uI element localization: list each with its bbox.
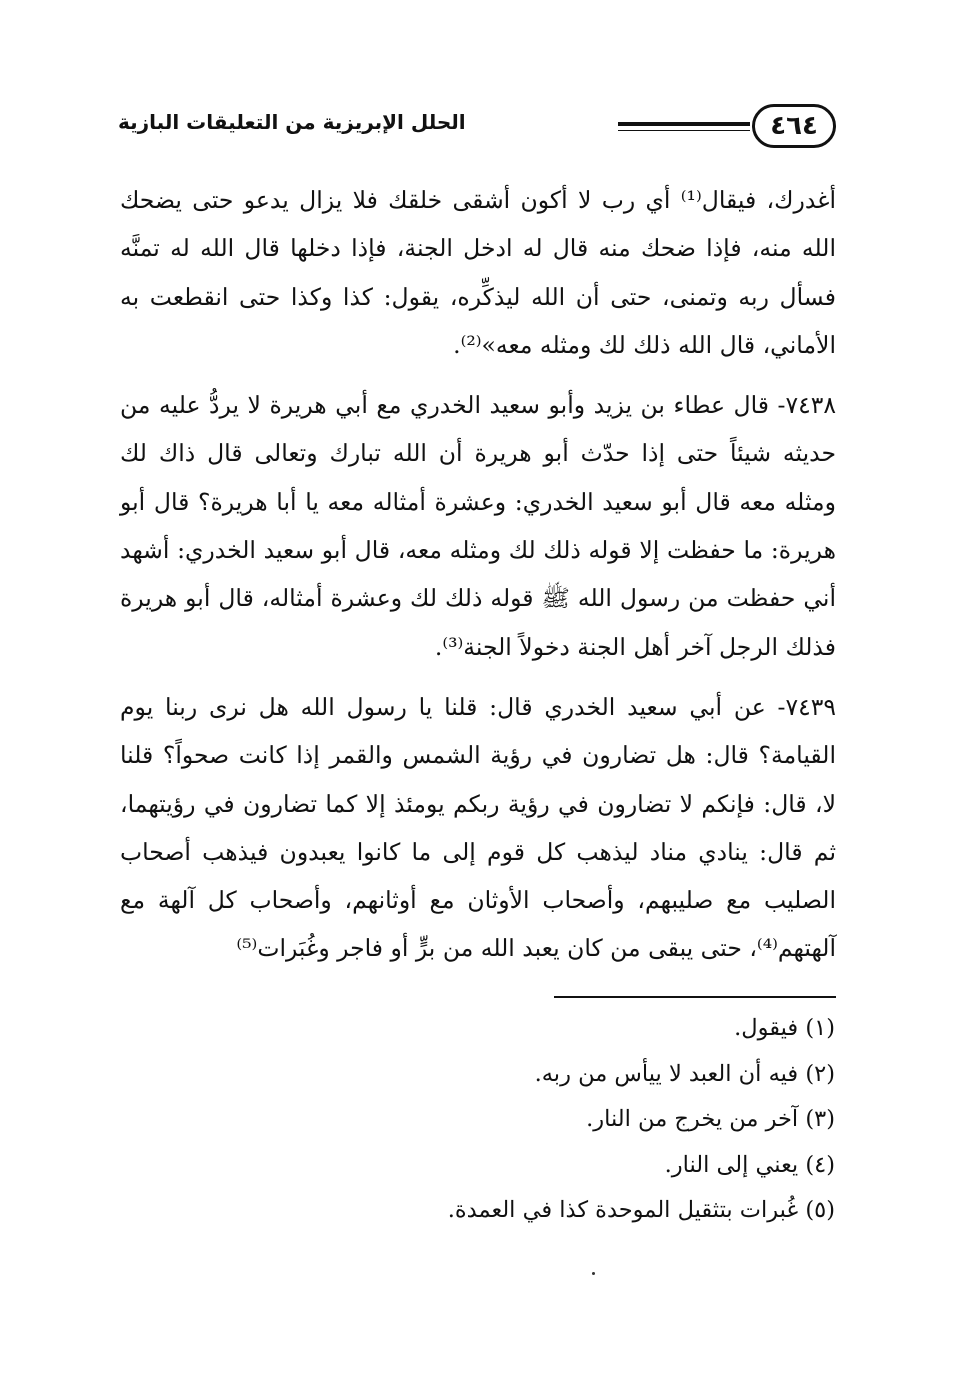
- footnote-mark: (٣): [805, 1106, 835, 1132]
- footnote-mark: (٤): [805, 1151, 835, 1178]
- footnote-text: آخر من يخرج من النار.: [586, 1106, 799, 1132]
- paragraph: أغدرك، فيقال⁽¹⁾ أي رب لا أكون أشقى خلقك فلا يزال يدعو حتى يضحك الله منه، فإذا ضحك منه قال له ادخل الجنة، فإذا دخلها قال الله له تمنَّه فسأل ربه وتمنى، حتى أن الله ليذكِّره، يقول: كذا وكذا حتى انقطعت به الأماني، قال الله ذلك لك ومثله معه»⁽²⁾.: [120, 186, 836, 359]
- footnote: [119, 1143, 835, 1189]
- footnote-mark: (٥): [805, 1197, 835, 1223]
- footnote-text: فيه أن العبد لا ييأس من ربه.: [534, 1060, 799, 1087]
- header-rule: [618, 122, 750, 131]
- page-number: [752, 104, 836, 148]
- footnotes: [119, 1006, 835, 1234]
- scan-speck: [592, 1272, 595, 1275]
- book-title-text: الحلل الإبريزية من التعليقات البازية: [118, 110, 466, 134]
- book-title: [118, 110, 518, 134]
- page-header: [118, 100, 836, 154]
- page-number-text: ٤٦٤: [770, 111, 818, 141]
- footnote-mark: (٢): [805, 1060, 835, 1087]
- footnote-text: غُبرات بتثقيل الموحدة كذا في العمدة.: [447, 1197, 799, 1223]
- main-text: [120, 176, 836, 973]
- paragraph: ٧٤٣٩- عن أبي سعيد الخدري قال: قلنا يا رسول الله هل نرى ربنا يوم القيامة؟ قال: هل تضارون في رؤية الشمس والقمر إذا كانت صحواً؟ قلنا لا، قال: فإنكم لا تضارون في رؤية ربكم يومئذ إلا كما تضارون في رؤيتهما، ثم قال: ينادي مناد ليذهب كل قوم إلى ما كانوا يعبدون فيذهب أصحاب الصليب مع صليبهم، وأصحاب الأوثان مع أوثانهم، وأصحاب كل آلهة مع آلهتهم⁽⁴⁾، حتى يبقى من كان يعبد الله من برٍّ أو فاجر وغُبَرات⁽⁵⁾: [120, 692, 836, 963]
- footnote: [119, 1188, 835, 1234]
- footnote: [119, 1006, 835, 1052]
- paragraph: ٧٤٣٨- قال عطاء بن يزيد وأبو سعيد الخدري مع أبي هريرة لا يردُّ عليه من حديثه شيئاً حتى إذا حدّث أبو هريرة أن الله تبارك وتعالى قال ذاك لك ومثله معه قال أبو سعيد الخدري: وعشرة أمثاله معه يا أبا هريرة؟ قال أبو هريرة: ما حفظت إلا قوله ذلك لك ومثله معه، قال أبو سعيد الخدري: أشهد أني حفظت من رسول الله ﷺ قوله ذلك لك وعشرة أمثاله، قال أبو هريرة فذلك الرجل آخر أهل الجنة دخولاً الجنة⁽³⁾.: [120, 391, 836, 661]
- footnote-text: فيقول.: [734, 1015, 799, 1041]
- footnote-separator: [554, 996, 836, 998]
- footnote: [119, 1097, 835, 1143]
- footnote: [119, 1052, 835, 1098]
- footnote-mark: (١): [805, 1015, 835, 1041]
- footnote-text: يعني إلى النار.: [664, 1151, 799, 1178]
